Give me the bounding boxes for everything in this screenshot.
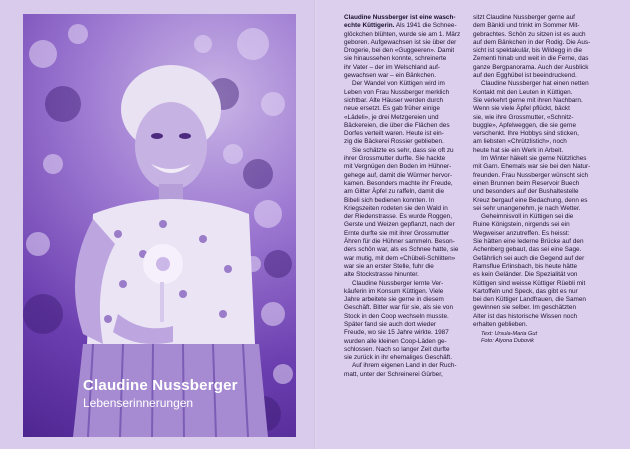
right-page bbox=[316, 0, 630, 449]
article-lead: Claudine Nussberger ist eine wasch- echte Küttigerin. bbox=[344, 14, 456, 30]
photo-title: Claudine Nussberger bbox=[83, 377, 238, 394]
article-paragraph: Im Winter häkelt sie gerne Nützliches mit Garn. Ehemals war sie bei den Natur- freunden. Frau Nussberger wünscht sich einen Brunnen beim Reservoir Buech und besonders auf der Bushaltestelle Kreuz bergauf eine Bedachung, denn es sei sehr unangenehm, je nach Wetter. bbox=[473, 155, 591, 212]
credits bbox=[473, 331, 611, 345]
credit-text: Text: Ursula-Maria Gut bbox=[481, 331, 538, 338]
portrait-photo bbox=[23, 14, 296, 437]
credit-photo: Foto: Alyona Dubovik bbox=[481, 338, 534, 345]
left-page bbox=[0, 0, 314, 449]
article-paragraph: Geheimnisvoll in Küttigen sei die Ruine Königstein, nirgends sei ein Wegweiser anzutreffen. Es heisst: Sie hätten eine lederne Brücke auf den Achenberg gebaut, das sei eine Sage. Gefährlich sei auch die Gegend auf der Ramsflue Erlinsbach, bis heute hätte es kein Geländer. Die Spezialität von Küttigen sind weisse Küttiger Rüebli mit Kartoffeln und Speck, das gibt es nur bei den Küttiger Landfrauen, die Samen gewinnen sie selber. Im geschätzten Alter ist das historische Wissen noch erhalten geblieben. bbox=[473, 213, 586, 328]
photo-subtitle: Lebenserinnerungen bbox=[83, 396, 194, 410]
article-text: Als 1941 die Schnee- glöckchen blühten, wurde sie am 1. März geboren. Aufgewachsen ist sie über der Drogerie, bei den «Guggeeren». Damit sie hinaussehen konnte, schreinerte ihr Vater – der im Welschland auf- gewachsen war – ein Bänkchen. bbox=[344, 22, 461, 80]
article-paragraph: Claudine Nussberger hat einen netten Kontakt mit den Leuten in Küttigen. Sie verkehrt gerne mit ihren Nachbarn. Wenn sie viele Äpfel pflückt, bäckt sie, wie ihre Grossmutter, «Schnitz- buggle», Apfelweggen, die sie gerne verschenkt. Ihre Hobbys sind sticken, am liebsten «Chrützlistich», noch heute hat sie ein Werk in Arbeit. bbox=[473, 80, 589, 154]
article-column-1 bbox=[344, 14, 482, 379]
article-paragraph: Auf ihrem eigenen Land in der Ruch- matt, unter der Schreinerei Gürber, bbox=[344, 362, 457, 378]
article-paragraph: Claudine Nussberger lernte Ver- käuferin im Konsum Küttigen. Viele Jahre arbeitete sie gerne in diesem Geschäft. Bitter war für sie, als sie von Stock in den Coop wechseln musste. Später fand sie auch dort wieder Freude, wo sie 15 Jahre wirkte. 1987 wurden alle kleinen Coop-Läden ge- schlossen. Nach so langer Zeit durfte sie zurück in ihr ehemaliges Geschäft. bbox=[344, 279, 454, 362]
article-paragraph: Sie schätzte es sehr, dass sie oft zu ihrer Grossmutter durfte. Sie hackte mit Vergnügen den Boden im Hühner- gehege auf, damit die Würmer hervor- kamen. Besonders machte ihr Freude, am Gitter Äpfel zu raffeln, damit die Bibeli sich bedienen konnten. In Kriegszeiten rodeten sie den Wald in der Riedenstrasse. Es wurde Roggen, Gerste und Weizen gepflanzt, nach der Ernte durfte sie mit ihrer Grossmutter Ähren für die Hühner sammeln. Beson- ders schön war, als es Schnee hatte, sie war mutig, mit dem «Chübeli-Schlitten» war sie an erster Stelle, fuhr die alte Stockstrasse hinunter. bbox=[344, 146, 459, 279]
article-paragraph bbox=[344, 14, 482, 80]
article-paragraph: sitzt Claudine Nussberger gerne auf dem Bänkli und trinkt im Sommer Mit- gebrachtes. Schön zu sitzen ist es auch auf dem Bänkchen in der Rodig. Die Aus- sicht ist spektakulär, bis Wildegg in die Zementi hinab und weit in die Ferne, das ganze Bergpanorama. Auch der Ausblick auf den Egghübel ist beeindruckend. bbox=[473, 14, 591, 80]
article-column-2 bbox=[473, 14, 611, 345]
article-paragraph: Der Wandel von Küttigen wird im Leben von Frau Nussberger merklich sichtbar. Alte Häuser werden durch neue ersetzt. Es gab früher einige «Lädeli», je drei Metzgereien und Bäckereien, die über die Flächen des Dorfes verteilt waren. Heute ist ein- zig die Bäckerei Rossier geblieben. bbox=[344, 80, 450, 146]
portrait-illustration bbox=[23, 14, 296, 437]
